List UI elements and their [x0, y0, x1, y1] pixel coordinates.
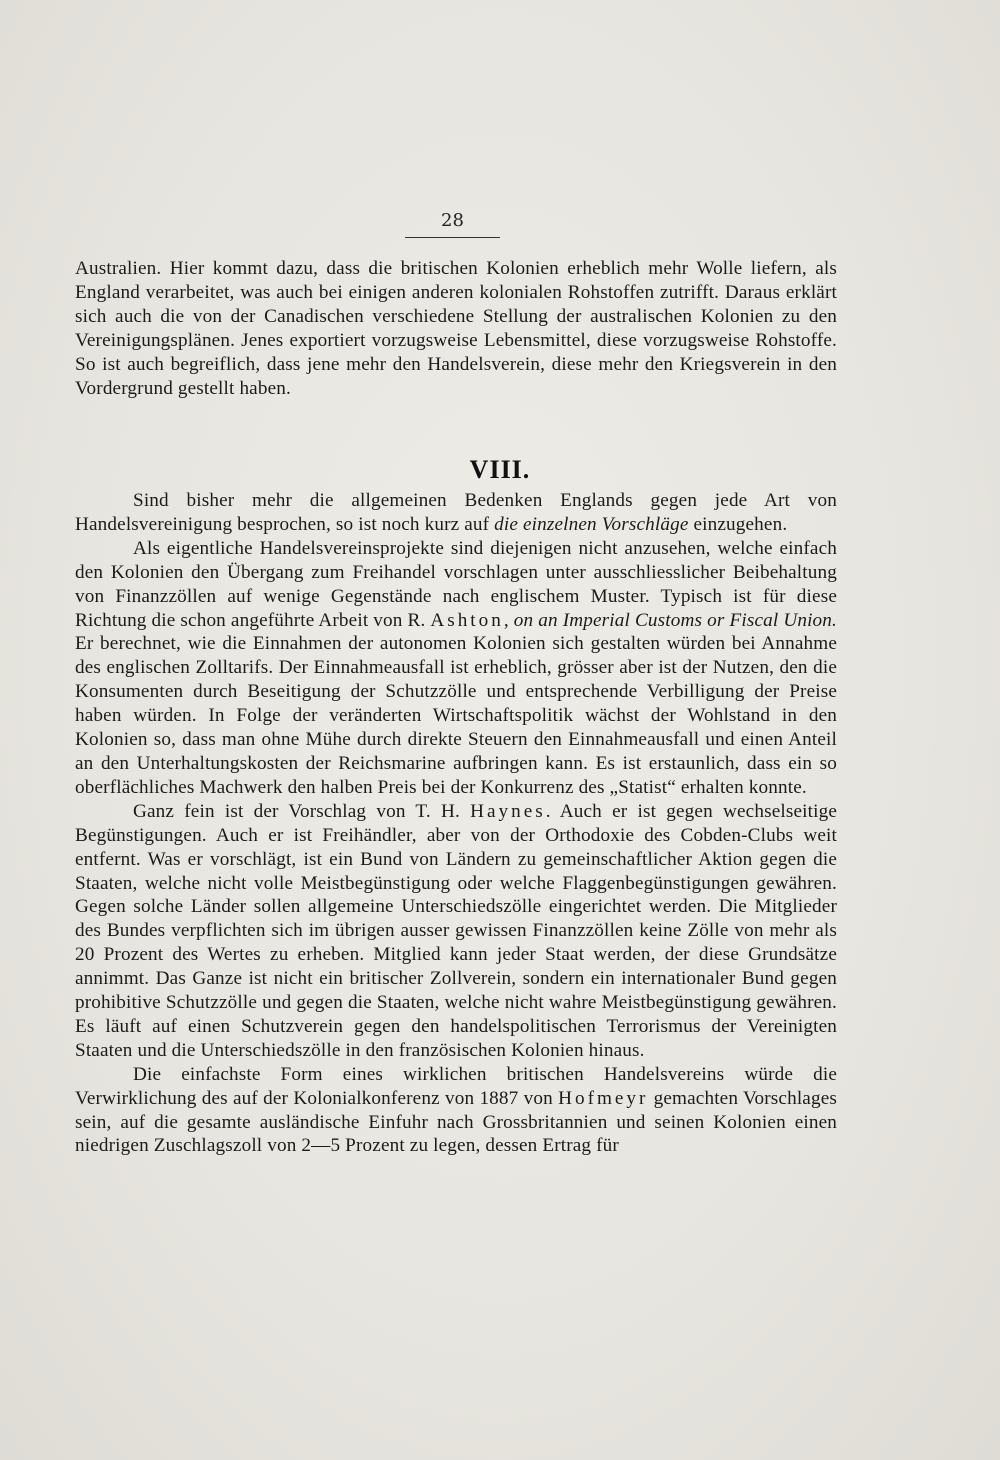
paragraph-3-text-a: Ganz fein ist der Vorschlag von T. H. — [133, 800, 471, 822]
intro-paragraph: Australien. Hier kommt dazu, dass die britischen Kolonien erheblich mehr Wolle liefern, als England verarbeitet, was auch bei einigen anderen kolonialen Rohstoffen zutrifft. Daraus erklärt sich auch die von der Canadischen verschiedene Stellung der australischen Kolonien zu den Vereinigungsplänen. Jenes exportiert vorzugsweise Lebensmittel, diese vorzugsweise Rohstoffe. So ist auch begreiflich, dass jene mehr den Handelsverein, diese mehr den Kriegsverein in den Vordergrund gestellt haben. — [75, 258, 837, 399]
intro-text-block — [75, 257, 837, 400]
paragraph-1-text-a: Sind bisher mehr die allgemeinen Bedenken Englands gegen jede Art von Handelsvereinigung besprochen, so ist noch kurz auf — [75, 490, 837, 535]
section-heading: VIII. — [469, 455, 531, 484]
paragraph-1-emphasis: die einzelnen Vorschläge — [494, 513, 689, 535]
author-haynes: Haynes — [470, 800, 546, 822]
paragraph-1-text-b: einzugehen. — [688, 513, 788, 535]
paragraph-1 — [75, 489, 837, 537]
paragraph-2-text-a: Als eigentliche Handelsvereinsprojekte sind diejenigen nicht anzusehen, welche einfach den Kolonien den Übergang zum Freihandel vorschlagen unter ausschliesslicher Beibehaltung von Finanzzöllen auf wenige Gegenstände nach englischem Muster. Typisch ist für diese Richtung die schon angeführte Arbeit von R. — [75, 537, 837, 631]
paragraph-2-text-c: Er berechnet, wie die Einnahmen der autonomen Kolonien sich gestalten würden bei Annahme des englischen Zolltarifs. Der Einnahmeausfall ist erheblich, grösser aber ist der Nutzen, den die Konsumenten durch Beseitigung der Schutzzölle und entsprechende Verbilligung der Preise haben würden. In Folge der veränderten Wirtschaftspolitik wächst der Wohlstand in den Kolonien so, dass man ohne Mühe durch direkte Steuern den Einnahmeausfall und einen Anteil an den Unterhaltungskosten der Reichsmarine aufbringen kann. Es ist erstaunlich, dass ein so oberflächliches Machwerk den halben Preis bei der Konkurrenz des „Statist“ erhalten konnte. — [75, 633, 837, 798]
author-hofmeyr: Hofmeyr — [558, 1087, 649, 1109]
paragraph-3 — [75, 800, 837, 1063]
work-title: on an Imperial Customs or Fiscal Union. — [513, 609, 837, 631]
paragraph-2-text-b: , — [503, 609, 514, 631]
author-ashton: Ashton — [430, 609, 504, 631]
main-text-block — [75, 489, 837, 1158]
paragraph-2 — [75, 537, 837, 800]
paragraph-4 — [75, 1063, 837, 1159]
paragraph-4-text-a: Die einfachste Form eines wirklichen britischen Handelsvereins würde die Verwirklichung des auf der Kolonialkonferenz von 1887 von — [75, 1063, 837, 1109]
paragraph-3-text-b: . Auch er ist gegen wechselseitige Begünstigungen. Auch er ist Freihändler, aber von der Orthodoxie des Cobden-Clubs weit entfernt. Was er vorschlägt, ist ein Bund von Ländern zu gemeinschaftlicher Aktion gegen die Staaten, welche nicht volle Meistbegünstigung oder welche Flaggenbegünstigungen gewähren. Gegen solche Länder sollen allgemeine Unterschiedszölle eingerichtet werden. Die Mitglieder des Bundes verpflichten sich im übrigen ausser gewissen Finanzzöllen keine Zölle von mehr als 20 Prozent des Wertes zu erheben. Mitglied kann jeder Staat werden, der diese Grundsätze annimmt. Das Ganze ist nicht ein britischer Zollverein, sondern ein internationaler Bund gegen prohibitive Schutzzölle und gegen die Staaten, welche nicht wahre Meistbegünstigung gewähren. Es läuft auf einen Schutzverein gegen den handelspolitischen Terrorismus der Vereinigten Staaten und die Unterschiedszölle in den französischen Kolonien hinaus. — [75, 800, 837, 1061]
paragraph-4-text-b: gemachten Vorschlages sein, auf die gesamte ausländische Einfuhr nach Grossbritannien und seinen Kolonien einen niedrigen Zuschlagszoll von 2—5 Prozent zu legen, dessen Ertrag für — [75, 1087, 837, 1157]
page-number: 28 — [405, 210, 500, 238]
